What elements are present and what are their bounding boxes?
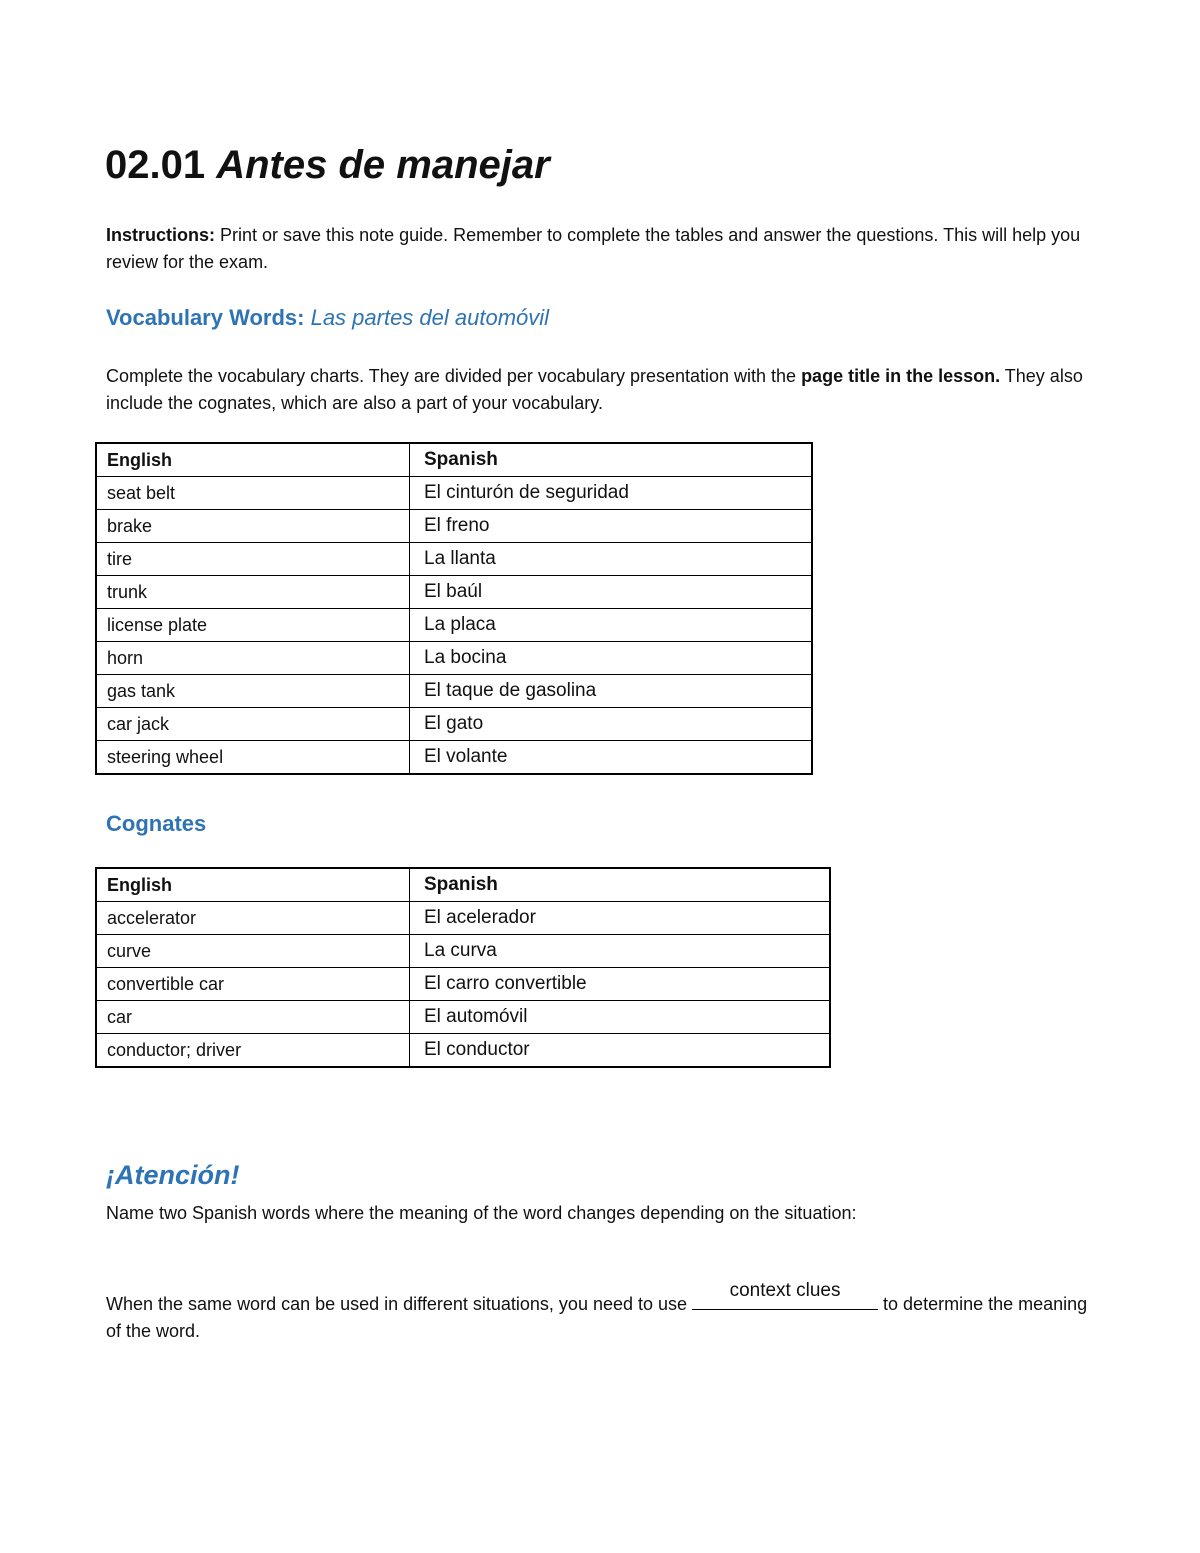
context-sentence xyxy=(106,1280,1106,1345)
answer-blank[interactable] xyxy=(692,1280,878,1310)
context-sentence-after: to determine the meaning of the word. xyxy=(106,1294,1088,1341)
english-term: accelerator xyxy=(96,902,410,935)
english-term: gas tank xyxy=(96,675,410,708)
spanish-term: La bocina xyxy=(410,642,813,675)
spanish-term: El carro convertible xyxy=(410,968,831,1001)
table-row xyxy=(96,1034,830,1068)
vocab-heading xyxy=(106,305,549,331)
english-term: seat belt xyxy=(96,477,410,510)
atencion-question: Name two Spanish words where the meaning of the word changes depending on the situation: xyxy=(106,1203,857,1223)
spanish-term: La curva xyxy=(410,935,831,968)
english-term: steering wheel xyxy=(96,741,410,775)
table-row xyxy=(96,510,812,543)
table-row xyxy=(96,1001,830,1034)
table-row xyxy=(96,675,812,708)
lesson-title: Antes de manejar xyxy=(216,143,550,187)
table-row xyxy=(96,902,830,935)
instructions-paragraph xyxy=(106,222,1106,276)
table-row xyxy=(96,609,812,642)
english-term: convertible car xyxy=(96,968,410,1001)
cognates-table xyxy=(95,867,831,1068)
cognates-heading: Cognates xyxy=(106,811,207,836)
instructions-label: Instructions: xyxy=(106,225,216,245)
table-row xyxy=(96,935,830,968)
spanish-term: La placa xyxy=(410,609,813,642)
cognates-header-row xyxy=(96,868,830,902)
spanish-term: El taque de gasolina xyxy=(410,675,813,708)
vocab-heading-label: Vocabulary Words: xyxy=(106,305,305,330)
table-row xyxy=(96,543,812,576)
vocab-intro-before: Complete the vocabulary charts. They are divided per vocabulary presentation with the xyxy=(106,366,802,386)
english-column-header: English xyxy=(96,443,410,477)
page-title xyxy=(105,143,550,188)
spanish-column-header: Spanish xyxy=(410,868,831,902)
context-sentence-before: When the same word can be used in different situations, you need to use xyxy=(106,1294,693,1314)
vocab-intro-bold: page title in the lesson. xyxy=(801,366,1001,386)
table-row xyxy=(96,741,812,775)
lesson-number: 02.01 xyxy=(105,143,206,187)
english-term: car xyxy=(96,1001,410,1034)
english-term: trunk xyxy=(96,576,410,609)
spanish-term: El freno xyxy=(410,510,813,543)
table-row xyxy=(96,642,812,675)
english-term: horn xyxy=(96,642,410,675)
answer-text: context clues xyxy=(729,1280,841,1301)
spanish-term: El gato xyxy=(410,708,813,741)
english-term: car jack xyxy=(96,708,410,741)
vocab-header-row xyxy=(96,443,812,477)
vocab-intro-after: They also include the cognates, which are also a part of your vocabulary. xyxy=(106,366,1083,413)
spanish-term: El volante xyxy=(410,741,813,775)
english-term: conductor; driver xyxy=(96,1034,410,1068)
english-column-header: English xyxy=(96,868,410,902)
table-row xyxy=(96,477,812,510)
english-term: curve xyxy=(96,935,410,968)
vocab-heading-subtitle: Las partes del automóvil xyxy=(310,305,550,330)
spanish-term: El acelerador xyxy=(410,902,831,935)
instructions-text: Print or save this note guide. Remember to complete the tables and answer the questions. This will help you review for the exam. xyxy=(106,225,1081,272)
table-row xyxy=(96,576,812,609)
spanish-term: El conductor xyxy=(410,1034,831,1068)
atencion-heading: ¡Atención! xyxy=(106,1160,240,1190)
english-term: license plate xyxy=(96,609,410,642)
vocab-table xyxy=(95,442,813,775)
spanish-term: El cinturón de seguridad xyxy=(410,477,813,510)
english-term: brake xyxy=(96,510,410,543)
table-row xyxy=(96,708,812,741)
english-term: tire xyxy=(96,543,410,576)
spanish-column-header: Spanish xyxy=(410,443,813,477)
spanish-term: El automóvil xyxy=(410,1001,831,1034)
spanish-term: El baúl xyxy=(410,576,813,609)
table-row xyxy=(96,968,830,1001)
spanish-term: La llanta xyxy=(410,543,813,576)
vocab-intro-paragraph xyxy=(106,363,1106,417)
